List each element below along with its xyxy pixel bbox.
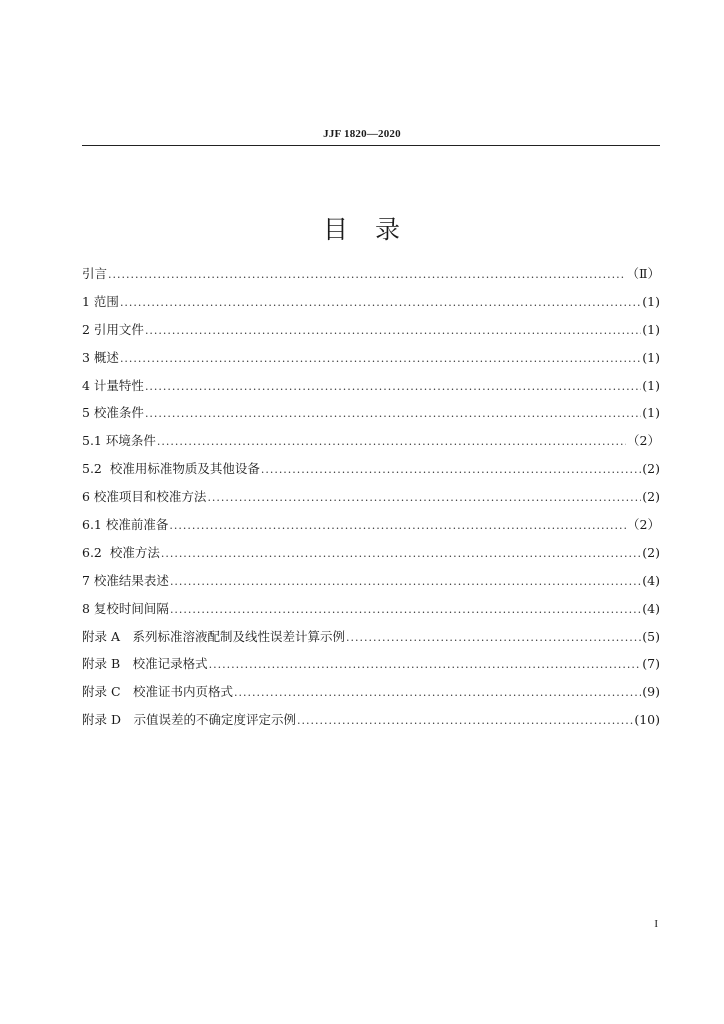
toc-item-label: 5.2 校准用标准物质及其他设备 <box>82 461 260 477</box>
toc-item-environment-conditions[interactable] <box>82 431 660 459</box>
toc-item-label: 4 计量特性 <box>82 377 144 393</box>
toc-item-calibration-conditions[interactable] <box>82 403 660 431</box>
toc-item-scope[interactable] <box>82 292 660 320</box>
toc-item-appendix-b[interactable] <box>82 654 660 682</box>
toc-item-preparation[interactable] <box>82 515 660 543</box>
toc-leader-dots <box>170 575 641 588</box>
toc-item-reference-materials[interactable] <box>82 459 660 487</box>
toc-leader-dots <box>169 519 626 532</box>
toc-leader-dots <box>209 658 642 671</box>
toc-item-page: (9) <box>642 684 660 700</box>
header-divider <box>82 145 660 146</box>
toc-item-label: 附录 B 校准记录格式 <box>82 656 208 672</box>
toc-item-page: （2） <box>627 517 660 533</box>
toc-item-label: 6 校准项目和校准方法 <box>82 489 207 505</box>
toc-item-page: (1) <box>642 293 660 309</box>
toc-leader-dots <box>108 268 625 281</box>
toc-item-page: (1) <box>642 405 660 421</box>
toc-leader-dots <box>157 435 626 448</box>
standard-code-header: JJF 1820—2020 <box>323 128 401 140</box>
toc-item-metrological-characteristics[interactable] <box>82 376 660 404</box>
toc-leader-dots <box>120 352 641 365</box>
toc-leader-dots <box>161 547 641 560</box>
toc-item-label: 6.1 校准前准备 <box>82 517 169 533</box>
toc-item-page: (2) <box>642 461 660 477</box>
toc-item-page: (1) <box>642 349 660 365</box>
toc-item-page: (7) <box>642 656 660 672</box>
toc-item-label: 5 校准条件 <box>82 405 144 421</box>
toc-item-page: （2） <box>627 433 660 449</box>
toc-item-page: (4) <box>642 572 660 588</box>
toc-item-page: (4) <box>642 600 660 616</box>
toc-leader-dots <box>145 324 641 337</box>
toc-item-label: 5.1 环境条件 <box>82 433 156 449</box>
toc-item-label: 附录 A 系列标准溶液配制及线性误差计算示例 <box>82 628 346 644</box>
toc-item-label: 附录 C 校准证书内页格式 <box>82 684 234 700</box>
toc-item-appendix-d[interactable] <box>82 710 660 738</box>
toc-item-references[interactable] <box>82 320 660 348</box>
toc-item-label: 1 范围 <box>82 293 119 309</box>
toc-item-overview[interactable] <box>82 348 660 376</box>
toc-leader-dots <box>145 407 641 420</box>
toc-leader-dots <box>261 463 641 476</box>
toc-item-calibration-methods[interactable] <box>82 543 660 571</box>
toc-item-page: (10) <box>634 712 660 728</box>
toc-item-label: 6.2 校准方法 <box>82 544 160 560</box>
toc-leader-dots <box>346 631 641 644</box>
toc-item-page: (5) <box>642 628 660 644</box>
page-number: I <box>654 918 658 930</box>
toc-item-label: 7 校准结果表述 <box>82 572 169 588</box>
toc-item-page: (1) <box>642 377 660 393</box>
toc-list <box>82 264 660 738</box>
toc-item-page: （Ⅱ） <box>626 266 660 281</box>
toc-item-label: 2 引用文件 <box>82 321 144 337</box>
toc-leader-dots <box>297 714 633 727</box>
toc-item-page: (2) <box>642 489 660 505</box>
toc-leader-dots <box>234 686 641 699</box>
toc-item-recalibration-interval[interactable] <box>82 599 660 627</box>
toc-leader-dots <box>170 603 641 616</box>
toc-leader-dots <box>207 491 641 504</box>
toc-item-foreword[interactable] <box>82 264 660 292</box>
toc-item-appendix-c[interactable] <box>82 682 660 710</box>
toc-item-calibration-items-methods[interactable] <box>82 487 660 515</box>
toc-title: 目 录 <box>322 215 401 244</box>
toc-item-label: 3 概述 <box>82 349 119 365</box>
toc-item-label: 引言 <box>82 266 108 281</box>
toc-leader-dots <box>120 296 641 309</box>
toc-item-results-expression[interactable] <box>82 571 660 599</box>
toc-item-label: 8 复校时间间隔 <box>82 600 169 616</box>
toc-item-page: (1) <box>642 321 660 337</box>
toc-leader-dots <box>145 380 641 393</box>
toc-item-page: (2) <box>642 544 660 560</box>
toc-item-label: 附录 D 示值误差的不确定度评定示例 <box>82 712 296 728</box>
toc-item-appendix-a[interactable] <box>82 627 660 655</box>
